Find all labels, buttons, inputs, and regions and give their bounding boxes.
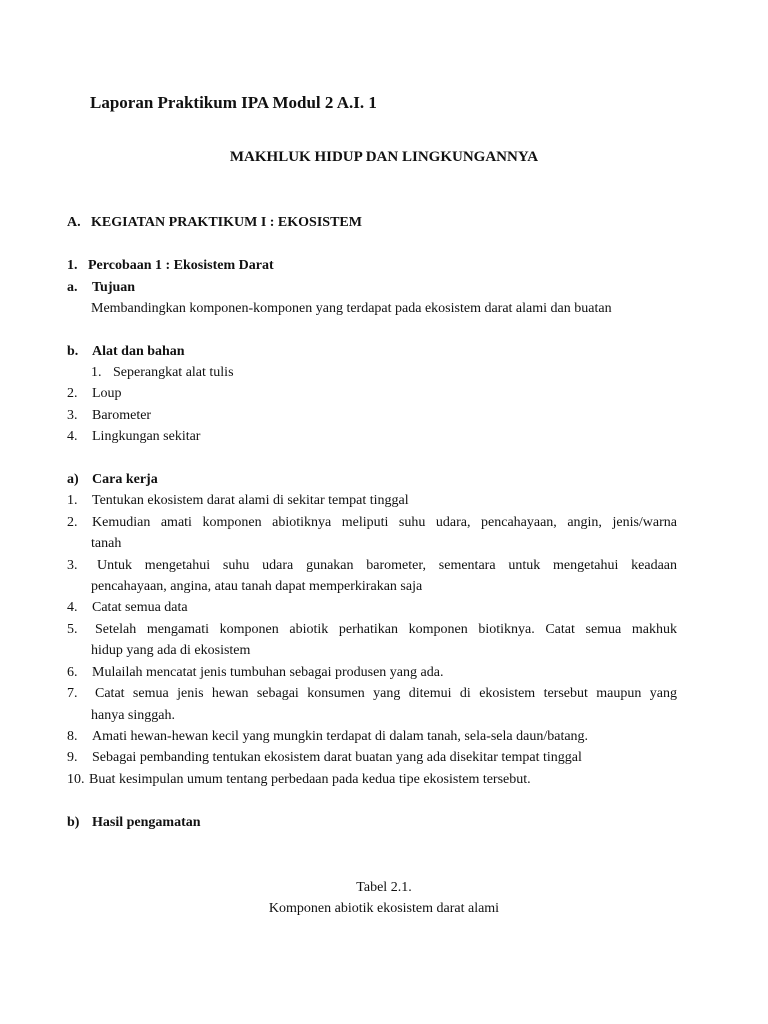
hasil-title: Hasil pengamatan xyxy=(92,815,201,830)
tujuan-heading xyxy=(67,277,135,298)
step-text-continuation: tanah xyxy=(91,536,122,551)
step-number: 10. xyxy=(67,772,85,787)
list-item xyxy=(67,383,122,404)
list-item xyxy=(67,426,200,447)
section-a-marker: A. xyxy=(67,215,81,230)
step-text: Catat semua data xyxy=(92,600,188,615)
list-item-text: Lingkungan sekitar xyxy=(92,429,201,444)
step-text: Mulailah mencatat jenis tumbuhan sebagai produsen yang ada. xyxy=(92,665,444,680)
step-text: Buat kesimpulan umum tentang perbedaan pada kedua tipe ekosistem tersebut. xyxy=(89,772,531,787)
step-number: 3. xyxy=(67,558,78,573)
alat-marker: b. xyxy=(67,344,79,359)
list-item-number: 3. xyxy=(67,408,78,423)
tujuan-marker: a. xyxy=(67,280,78,295)
step-number: 2. xyxy=(67,515,78,530)
step-number: 4. xyxy=(67,600,78,615)
step-number: 6. xyxy=(67,665,78,680)
alat-title: Alat dan bahan xyxy=(92,344,185,359)
cara-kerja-title: Cara kerja xyxy=(92,472,158,487)
step-text: Sebagai pembanding tentukan ekosistem darat buatan yang ada disekitar tempat tinggal xyxy=(92,750,582,765)
table-caption-title: Komponen abiotik ekosistem darat alami xyxy=(268,901,500,916)
experiment-heading xyxy=(67,255,274,276)
step-number: 9. xyxy=(67,750,78,765)
cara-kerja-heading xyxy=(67,469,158,490)
main-title: MAKHLUK HIDUP DAN LINGKUNGANNYA xyxy=(229,149,539,165)
alat-heading xyxy=(67,341,185,362)
section-a-heading xyxy=(67,212,362,233)
list-item-number: 4. xyxy=(67,429,78,444)
document-title: Laporan Praktikum IPA Modul 2 A.I. 1 xyxy=(90,93,377,112)
list-item-text: Loup xyxy=(92,386,122,401)
step-text-continuation: hidup yang ada di ekosistem xyxy=(91,643,251,658)
step-text: Kemudian amati komponen abiotiknya meliputi suhu udara, pencahayaan, angin, jenis/warna xyxy=(92,515,677,530)
step-text: Tentukan ekosistem darat alami di sekitar tempat tinggal xyxy=(92,493,409,508)
hasil-marker: b) xyxy=(67,815,80,830)
step-text: Untuk mengetahui suhu udara gunakan barometer, sementara untuk mengetahui keadaan xyxy=(97,558,677,573)
table-caption-label: Tabel 2.1. xyxy=(356,880,412,895)
step-text: Amati hewan-hewan kecil yang mungkin terdapat di dalam tanah, sela-sela daun/batang. xyxy=(92,729,589,744)
step-text: Catat semua jenis hewan sebagai konsumen yang ditemui di ekosistem tersebut maupun yang xyxy=(95,686,677,701)
step-text-continuation: hanya singgah. xyxy=(91,708,175,723)
list-item xyxy=(67,405,151,426)
step-number: 1. xyxy=(67,493,78,508)
list-item-text: Seperangkat alat tulis xyxy=(113,365,234,380)
list-item-number: 1. xyxy=(91,365,102,380)
step-number: 7. xyxy=(67,686,78,701)
tujuan-title: Tujuan xyxy=(92,280,136,295)
hasil-heading xyxy=(67,812,201,833)
list-item xyxy=(91,362,234,383)
experiment-marker: 1. xyxy=(67,258,78,273)
list-item-number: 2. xyxy=(67,386,78,401)
tujuan-text: Membandingkan komponen-komponen yang terdapat pada ekosistem darat alami dan buatan xyxy=(91,301,612,316)
cara-kerja-marker: a) xyxy=(67,472,79,487)
step-number: 5. xyxy=(67,622,78,637)
step-number: 8. xyxy=(67,729,78,744)
section-a-title: KEGIATAN PRAKTIKUM I : EKOSISTEM xyxy=(91,215,362,230)
step-text: Setelah mengamati komponen abiotik perhatikan komponen biotiknya. Catat semua makhuk xyxy=(95,622,677,637)
experiment-title: Percobaan 1 : Ekosistem Darat xyxy=(88,258,274,273)
list-item-text: Barometer xyxy=(92,408,152,423)
step-text-continuation: pencahayaan, angina, atau tanah dapat memperkirakan saja xyxy=(91,579,423,594)
